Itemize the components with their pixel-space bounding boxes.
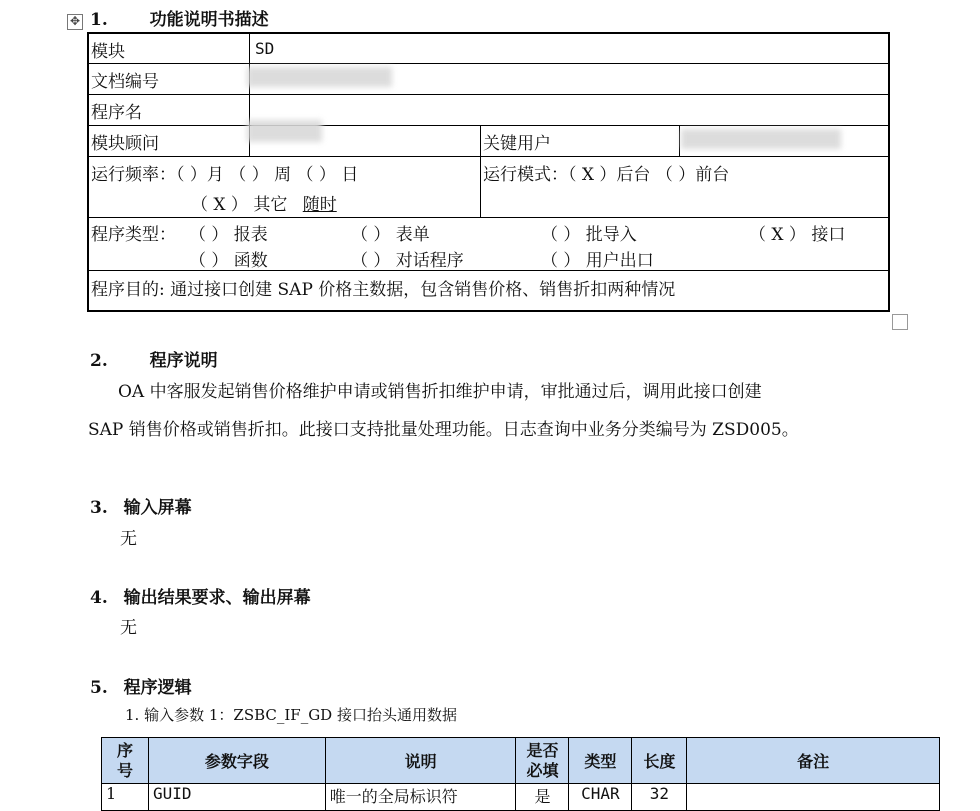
doc-no-label: 文档编号	[91, 72, 159, 92]
section-1-number: 1.	[90, 10, 108, 30]
section-1-title: 功能说明书描述	[149, 10, 269, 30]
type-batch-import: （ ） 批导入	[541, 225, 637, 245]
doc-no-redacted	[247, 67, 392, 87]
header-desc: 说明	[325, 738, 516, 784]
cell-remark	[687, 784, 940, 811]
type-dialog: （ ） 对话程序	[351, 251, 464, 271]
other-option: （ X ） 其它	[191, 195, 288, 215]
section-5-number: 5.	[90, 678, 108, 698]
header-field: 参数字段	[148, 738, 325, 784]
section-2-title: 程序说明	[149, 351, 218, 371]
table-resize-handle[interactable]	[892, 314, 908, 330]
header-seq: 序号	[102, 738, 149, 784]
key-user-redacted	[681, 129, 841, 149]
section-2-number: 2.	[90, 351, 108, 371]
type-interface: （ X ） 接口	[749, 225, 846, 245]
run-mode: 运行模式：（ X ）后台 （ ）前台	[483, 165, 730, 185]
section-1-heading	[90, 5, 269, 30]
section-4-heading	[90, 583, 311, 608]
type-form: （ ） 表单	[351, 225, 430, 245]
cell-type: CHAR	[569, 784, 632, 811]
consultant-label: 模块顾问	[91, 134, 159, 154]
section-2-line-1: OA 中客服发起销售价格维护申请或销售折扣维护申请，审批通过后，调用此接口创建	[118, 382, 762, 402]
run-frequency-other	[191, 190, 339, 215]
param-table-header-row	[102, 738, 940, 784]
section-2-heading	[90, 346, 218, 371]
section-4-number: 4.	[90, 588, 108, 608]
cell-seq: 1	[102, 784, 149, 811]
param-table	[101, 737, 940, 811]
section-5-subitem: 1. 输入参数 1：ZSBC_IF_GD 接口抬头通用数据	[125, 706, 457, 724]
program-purpose: 程序目的: 通过接口创建 SAP 价格主数据，包含销售价格、销售折扣两种情况	[91, 280, 676, 300]
section-5-title: 程序逻辑	[123, 678, 192, 698]
module-label: 模块	[91, 42, 125, 62]
section-3-number: 3.	[90, 498, 108, 518]
cell-field: GUID	[148, 784, 325, 811]
cell-length: 32	[632, 784, 687, 811]
header-type: 类型	[569, 738, 632, 784]
consultant-redacted	[247, 120, 322, 142]
section-4-body: 无	[120, 618, 137, 638]
section-3-body: 无	[120, 529, 137, 549]
type-user-exit: （ ） 用户出口	[541, 251, 654, 271]
section-5-heading	[90, 673, 192, 698]
section-4-title: 输出结果要求、输出屏幕	[123, 588, 311, 608]
spec-table	[87, 32, 890, 312]
table-row	[102, 784, 940, 811]
header-length: 长度	[632, 738, 687, 784]
section-3-heading	[90, 493, 192, 518]
section-3-title: 输入屏幕	[123, 498, 192, 518]
run-frequency: 运行频率：（ ）月 （ ） 周 （ ） 日	[91, 165, 359, 185]
program-name-label: 程序名	[91, 103, 142, 123]
other-value: 随时	[302, 195, 337, 215]
header-required: 是否必填	[516, 738, 569, 784]
header-remark: 备注	[687, 738, 940, 784]
cell-required: 是	[516, 784, 569, 811]
table-move-handle-icon[interactable]: ✥	[67, 14, 83, 30]
type-function: （ ） 函数	[189, 251, 268, 271]
cell-desc: 唯一的全局标识符	[325, 784, 516, 811]
type-report: （ ） 报表	[189, 225, 268, 245]
module-value: SD	[255, 39, 275, 58]
program-type-label: 程序类型：	[91, 225, 176, 245]
key-user-label: 关键用户	[483, 134, 551, 154]
section-2-line-2: SAP 销售价格或销售折扣。此接口支持批量处理功能。日志查询中业务分类编号为 ZSD005。	[88, 420, 799, 440]
